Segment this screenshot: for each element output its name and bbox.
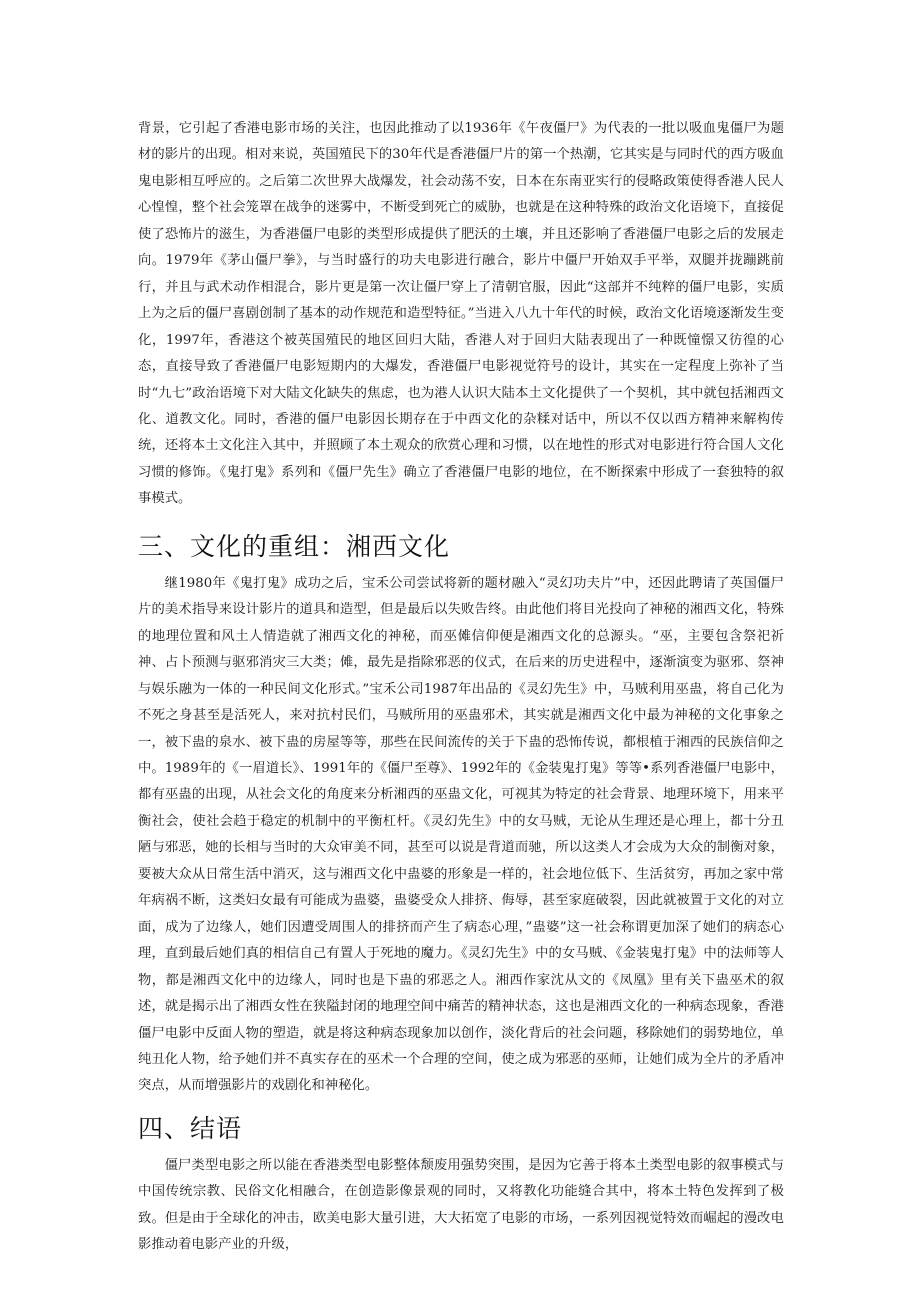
document-page [138, 116, 784, 1259]
paragraph-continued: 背景，它引起了香港电影市场的关注，也因此推动了以1936年《午夜僵尸》为代表的一批以吸血鬼僵尸为题材的影片的出现。相对来说，英国殖民下的30年代是香港僵尸片的第一个热潮，它其实是与同时代的西方吸血鬼电影相互呼应的。之后第二次世界大战爆发，社会动荡不安，日本在东南亚实行的侵略政策使得香港人民人心惶惶，整个社会笼罩在战争的迷雾中，不断受到死亡的威胁，也就是在这种特殊的政治文化语境下，直接促使了恐怖片的滋生，为香港僵尸电影的类型形成提供了肥沃的土壤，并且还影响了香港僵尸电影之后的发展走向。1979年《茅山僵尸拳》，与当时盛行的功夫电影进行融合，影片中僵尸开始双手平举，双腿并拢蹦跳前行，并且与武术动作相混合，影片更是第一次让僵尸穿上了清朝官服，因此“这部并不纯粹的僵尸电影，实质上为之后的僵尸喜剧创制了基本的动作规范和造型特征。”当进入八九十年代的时候，政治文化语境逐渐发生变化，1997年，香港这个被英国殖民的地区回归大陆，香港人对于回归大陆表现出了一种既憧憬又彷徨的心态，直接导致了香港僵尸电影短期内的大爆发，香港僵尸电影视觉符号的设计，其实在一定程度上弥补了当时“九七”政治语境下对大陆文化缺失的焦虑，也为港人认识大陆本土文化提供了一个契机，其中就包括湘西文化、道教文化。同时，香港的僵尸电影因长期存在于中西文化的杂糅对话中，所以不仅以西方精神来解构传统，还将本土文化注入其中，并照顾了本土观众的欣赏心理和习惯，以在地性的形式对电影进行符合国人文化习惯的修饰。《鬼打鬼》系列和《僵尸先生》确立了香港僵尸电影的地位，在不断探索中形成了一套独特的叙事模式。 [138, 121, 784, 507]
section-heading-3: 三、文化的重组：湘西文化 [138, 531, 451, 561]
section-4-paragraph: 僵尸类型电影之所以能在香港类型电影整体颓废用强势突围，是因为它善于将本土类型电影的叙事模式与中国传统宗教、民俗文化相融合，在创造影像景观的同时，又将教化功能缝合其中，将本土特色发挥到了极致。但是由于全球化的冲击，欧美电影大量引进，大大拓宽了电影的市场，一系列因视觉特效而崛起的漫改电影推动着电影产业的升级， [138, 1157, 784, 1253]
section-heading-4: 四、结语 [138, 1113, 243, 1143]
section-3-paragraph: 继1980年《鬼打鬼》成功之后，宝禾公司尝试将新的题材融入“灵幻功夫片”中，还因此聘请了英国僵尸片的美术指导来设计影片的道具和造型，但是最后以失败告终。由此他们将目光投向了神秘的湘西文化，特殊的地理位置和风土人情造就了湘西文化的神秘，而巫傩信仰便是湘西文化的总源头。“巫，主要包含祭祀祈神、占卜预测与驱邪消灾三大类；傩，最先是指除邪恶的仪式，在后来的历史进程中，逐渐演变为驱邪、祭神与娱乐融为一体的一种民间文化形式。”宝禾公司1987年出品的《灵幻先生》中，马贼利用巫蛊，将自己化为不死之身甚至是活死人，来对抗村民们，马贼所用的巫蛊邪术，其实就是湘西文化中最为神秘的文化事象之一，被下蛊的泉水、被下蛊的房屋等等，那些在民间流传的关于下蛊的恐怖传说，都根植于湘西的民族信仰之中。1989年的《一眉道长》、1991年的《僵尸至尊》、1992年的《金装鬼打鬼》等等•系列香港僵尸电影中，都有巫蛊的出现，从社会文化的角度来分析湘西的巫蛊文化，可视其为特定的社会背景、地理环境下，用来平衡社会，使社会趋于稳定的机制中的平衡杠杆。《灵幻先生》中的女马贼，无论从生理还是心理上，都十分丑陋与邪恶，她的长相与当时的大众审美不同，甚至可以说是背道而驰，所以这类人才会成为大众的制衡对象，要被大众从日常生活中消灭，这与湘西文化中蛊婆的形象是一样的，社会地位低下、生活贫穷，再加之家中常年病祸不断，这类妇女最有可能成为蛊婆，蛊婆受众人排挤、侮辱，甚至家庭破裂，因此就被置于文化的对立面，成为了边缘人，她们因遭受周围人的排挤而产生了病态心理，”蛊婆”这一社会称谓更加深了她们的病态心理，直到最后她们真的相信自己有置人于死地的魔力。《灵幻先生》中的女马贼、《金装鬼打鬼》中的法师等人物，都是湘西文化中的边缘人，同时也是下蛊的邪恶之人。湘西作家沈从文的《凤凰》里有关下蛊巫术的叙述，就是揭示出了湘西女性在狭隘封闭的地理空间中痛苦的精神状态，这也是湘西文化的一种病态现象，香港僵尸电影中反面人物的塑造，就是将这种病态现象加以创作，淡化背后的社会问题，移除她们的弱势地位，单纯丑化人物，给予她们并不真实存在的巫术一个合理的空间，使之成为邪恶的巫师，让她们成为全片的矛盾冲突点，从而增强影片的戏剧化和神秘化。 [138, 575, 784, 1094]
